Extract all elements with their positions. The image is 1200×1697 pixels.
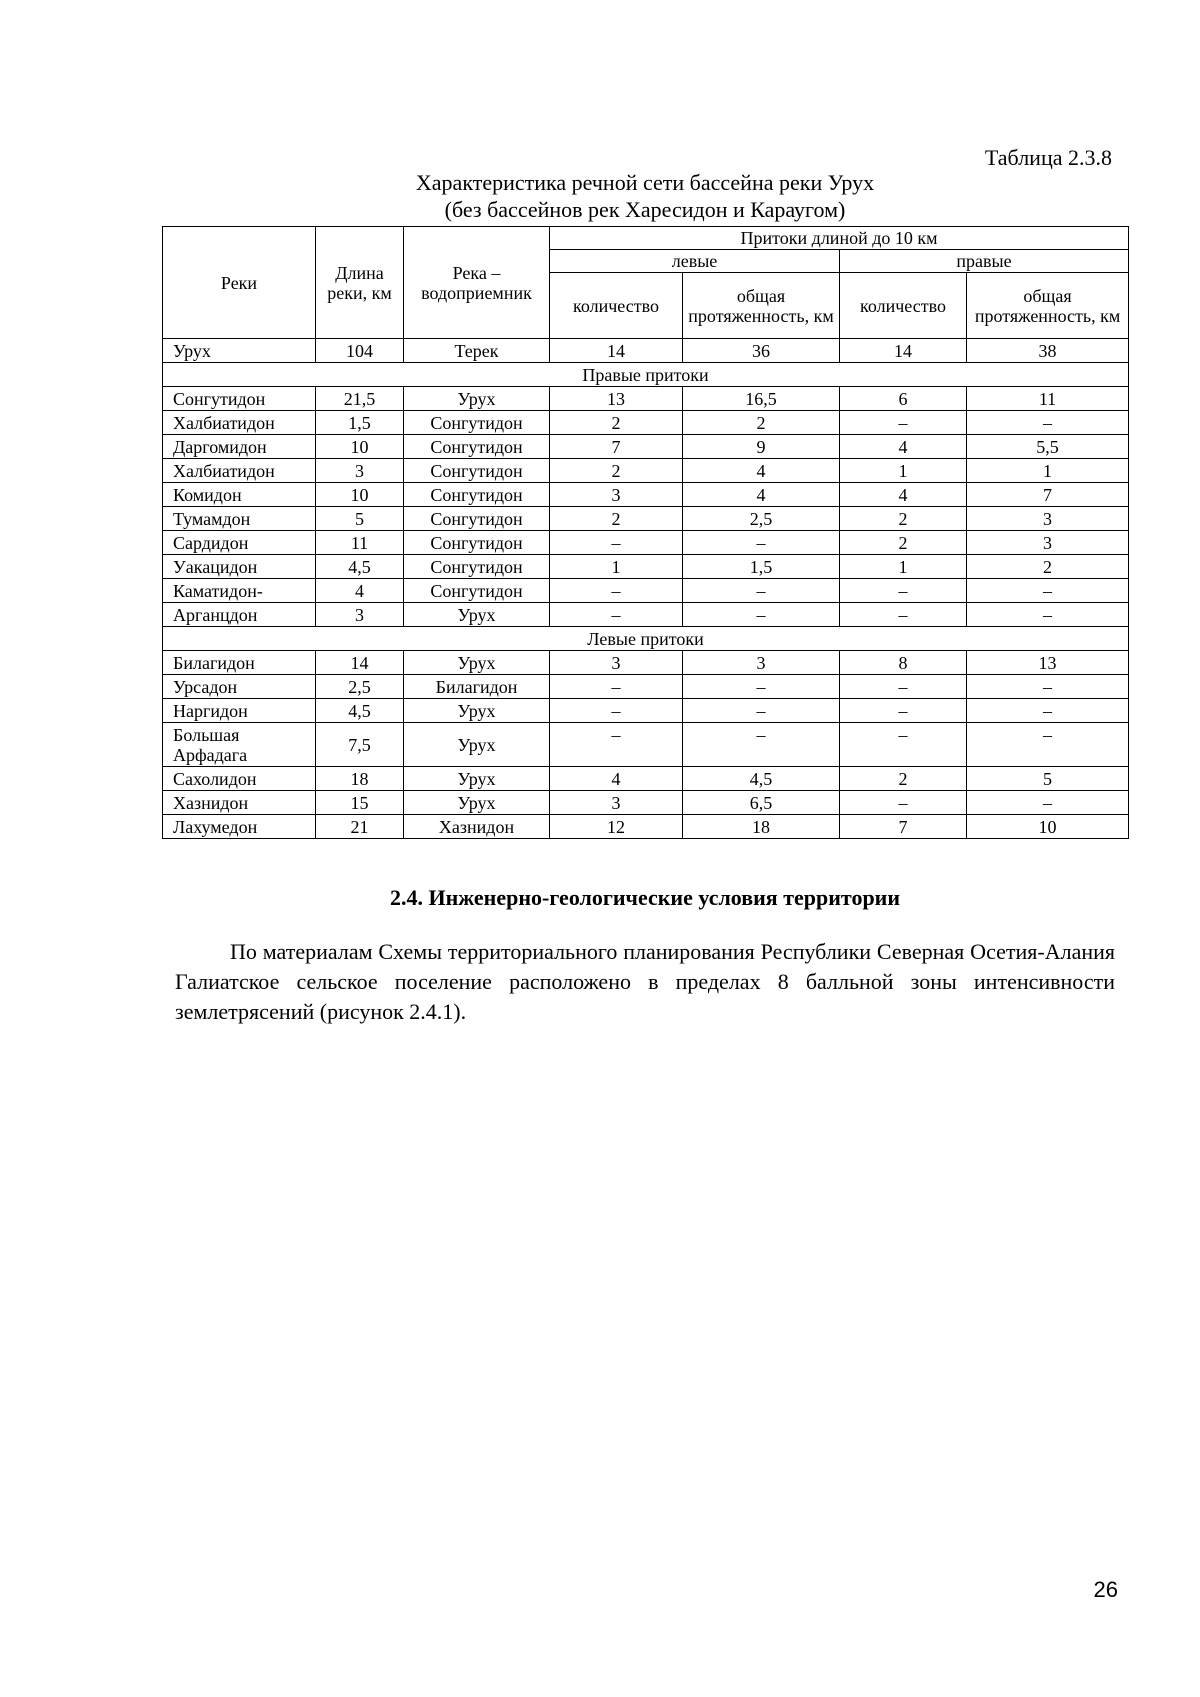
table-cell: 18 [683, 815, 840, 839]
table-cell: Сонгутидон [404, 531, 550, 555]
header-length: Длина реки, км [316, 227, 404, 339]
river-name-cell: Халбиатидон [163, 411, 316, 435]
table-cell: Сонгутидон [404, 579, 550, 603]
table-cell: – [967, 699, 1129, 723]
table-cell: 14 [550, 339, 683, 363]
table-row [163, 675, 1129, 699]
table-cell: – [683, 723, 840, 767]
table-cell: Сонгутидон [404, 507, 550, 531]
river-name-cell: Халбиатидон [163, 459, 316, 483]
header-right-total-length: общая протяженность, км [967, 273, 1129, 339]
table-body [163, 339, 1129, 839]
table-cell: – [550, 699, 683, 723]
table-cell: 21,5 [316, 387, 404, 411]
table-cell: 2 [683, 411, 840, 435]
table-cell: Сонгутидон [404, 555, 550, 579]
table-cell: Урух [404, 767, 550, 791]
section-row [163, 363, 1129, 387]
table-cell: 3 [683, 651, 840, 675]
table-row [163, 603, 1129, 627]
table-cell: 3 [316, 459, 404, 483]
table-cell: – [550, 675, 683, 699]
table-cell: 14 [840, 339, 967, 363]
table-cell: Урух [404, 651, 550, 675]
table-cell: Сонгутидон [404, 483, 550, 507]
table-cell: 4,5 [316, 555, 404, 579]
table-cell: Урух [404, 791, 550, 815]
table-cell: 3 [550, 791, 683, 815]
river-name-cell: Сахолидон [163, 767, 316, 791]
table-row [163, 791, 1129, 815]
table-cell: Урух [404, 723, 550, 767]
table-cell: 104 [316, 339, 404, 363]
river-name-cell: Большая Арфадага [163, 723, 316, 767]
table-row [163, 555, 1129, 579]
table-cell: 2 [550, 507, 683, 531]
table-cell: Сонгутидон [404, 459, 550, 483]
table-cell: 3 [967, 531, 1129, 555]
table-cell: 5 [316, 507, 404, 531]
table-cell: – [840, 411, 967, 435]
river-name-cell: Даргомидон [163, 435, 316, 459]
table-cell: 14 [316, 651, 404, 675]
river-name-cell: Каматидон- [163, 579, 316, 603]
table-cell: 2 [967, 555, 1129, 579]
section-row [163, 627, 1129, 651]
table-cell: 7 [967, 483, 1129, 507]
river-network-table [162, 226, 1129, 839]
table-cell: Урух [404, 699, 550, 723]
table-row [163, 483, 1129, 507]
table-cell: – [550, 579, 683, 603]
table-row [163, 387, 1129, 411]
table-cell: 11 [967, 387, 1129, 411]
table-row [163, 531, 1129, 555]
table-cell: 8 [840, 651, 967, 675]
table-cell: – [683, 699, 840, 723]
table-cell: 1 [840, 555, 967, 579]
table-label: Таблица 2.3.8 [984, 145, 1112, 170]
header-left: левые [550, 250, 840, 273]
table-cell: 2 [840, 507, 967, 531]
table-cell: 13 [550, 387, 683, 411]
table-cell: 1,5 [316, 411, 404, 435]
table-cell: 5,5 [967, 435, 1129, 459]
table-cell: Билагидон [404, 675, 550, 699]
table-cell: 10 [967, 815, 1129, 839]
table-cell: 3 [967, 507, 1129, 531]
table-cell: 38 [967, 339, 1129, 363]
table-row [163, 815, 1129, 839]
table-cell: 1 [967, 459, 1129, 483]
table-cell: 10 [316, 483, 404, 507]
header-receiver: Река – водоприемник [404, 227, 550, 339]
table-cell: 3 [550, 483, 683, 507]
table-row [163, 435, 1129, 459]
table-cell: 4 [683, 459, 840, 483]
table-cell: 3 [550, 651, 683, 675]
table-cell: – [683, 675, 840, 699]
table-cell: 36 [683, 339, 840, 363]
header-right: правые [840, 250, 1129, 273]
table-cell: 3 [316, 603, 404, 627]
table-cell: 6,5 [683, 791, 840, 815]
table-cell: – [840, 675, 967, 699]
table-cell: 2 [840, 531, 967, 555]
header-right-count: количество [840, 273, 967, 339]
table-cell: – [967, 579, 1129, 603]
header-river: Реки [163, 227, 316, 339]
table-cell: 2 [550, 411, 683, 435]
river-name-cell: Урсадон [163, 675, 316, 699]
page-number: 26 [1093, 1577, 1118, 1602]
table-cell: – [550, 531, 683, 555]
table-cell: – [840, 723, 967, 767]
table-caption: Характеристика речной сети бассейна реки Урух [415, 170, 875, 195]
table-cell: – [840, 579, 967, 603]
table-cell: – [967, 411, 1129, 435]
body-paragraph: По материалам Схемы территориального планирования Республики Северная Осетия-Алания Галиатское сельское поселение расположено в пределах 8 балльной зоны интенсивности землетрясений (рисунок 2.4.1). [175, 939, 1115, 1024]
table-cell: 12 [550, 815, 683, 839]
table-cell: Терек [404, 339, 550, 363]
table-cell: – [683, 579, 840, 603]
table-cell: 4 [550, 767, 683, 791]
section-title: Левые притоки [163, 627, 1129, 651]
table-cell: – [840, 699, 967, 723]
table-cell: – [967, 675, 1129, 699]
header-left-count: количество [550, 273, 683, 339]
table-cell: Урух [404, 603, 550, 627]
header-left-total-length: общая протяженность, км [683, 273, 840, 339]
table-cell: 2,5 [683, 507, 840, 531]
header-tributaries: Притоки длиной до 10 км [550, 227, 1129, 250]
table-cell: – [550, 603, 683, 627]
table-cell: Сонгутидон [404, 435, 550, 459]
river-name-cell: Лахумедон [163, 815, 316, 839]
table-cell: 5 [967, 767, 1129, 791]
river-name-cell: Урух [163, 339, 316, 363]
table-cell: 7,5 [316, 723, 404, 767]
table-cell: – [840, 603, 967, 627]
table-cell: 4 [840, 435, 967, 459]
table-cell: 2 [840, 767, 967, 791]
table-row [163, 723, 1129, 767]
table-cell: 4 [316, 579, 404, 603]
river-name-cell: Тумамдон [163, 507, 316, 531]
table-cell: 10 [316, 435, 404, 459]
table-cell: 13 [967, 651, 1129, 675]
table-row [163, 651, 1129, 675]
table-cell: 15 [316, 791, 404, 815]
river-name-cell: Билагидон [163, 651, 316, 675]
table-cell: Хазнидон [404, 815, 550, 839]
table-cell: 16,5 [683, 387, 840, 411]
table-cell: – [683, 531, 840, 555]
table-cell: 9 [683, 435, 840, 459]
river-name-cell: Сонгутидон [163, 387, 316, 411]
table-cell: 1 [550, 555, 683, 579]
table-cell: 2 [550, 459, 683, 483]
table-cell: 11 [316, 531, 404, 555]
table-cell: 4 [840, 483, 967, 507]
table-cell: 6 [840, 387, 967, 411]
table-cell: – [967, 723, 1129, 767]
table-cell: 21 [316, 815, 404, 839]
table-cell: – [550, 723, 683, 767]
table-row [163, 699, 1129, 723]
section-heading: 2.4. Инженерно-геологические условия территории [389, 885, 901, 910]
river-name-cell: Хазнидон [163, 791, 316, 815]
table-cell: 7 [550, 435, 683, 459]
table-cell: 1 [840, 459, 967, 483]
table-cell: 2,5 [316, 675, 404, 699]
table-cell: Сонгутидон [404, 411, 550, 435]
table-cell: – [967, 791, 1129, 815]
table-row [163, 459, 1129, 483]
river-name-cell: Комидон [163, 483, 316, 507]
table-cell: 4 [683, 483, 840, 507]
river-name-cell: Уакацидон [163, 555, 316, 579]
table-cell: – [683, 603, 840, 627]
river-name-cell: Сардидон [163, 531, 316, 555]
table-cell: 1,5 [683, 555, 840, 579]
table-cell: – [840, 791, 967, 815]
table-row [163, 767, 1129, 791]
table-caption-subtitle: (без бассейнов рек Харесидон и Караугом) [444, 197, 846, 222]
table-cell: 4,5 [683, 767, 840, 791]
table-row [163, 579, 1129, 603]
river-name-cell: Арганцдон [163, 603, 316, 627]
table-row [163, 411, 1129, 435]
table-cell: 18 [316, 767, 404, 791]
table-row [163, 339, 1129, 363]
river-name-cell: Наргидон [163, 699, 316, 723]
table-cell: Урух [404, 387, 550, 411]
table-cell: 4,5 [316, 699, 404, 723]
table-row [163, 507, 1129, 531]
table-cell: 7 [840, 815, 967, 839]
section-title: Правые притоки [163, 363, 1129, 387]
table-cell: – [967, 603, 1129, 627]
